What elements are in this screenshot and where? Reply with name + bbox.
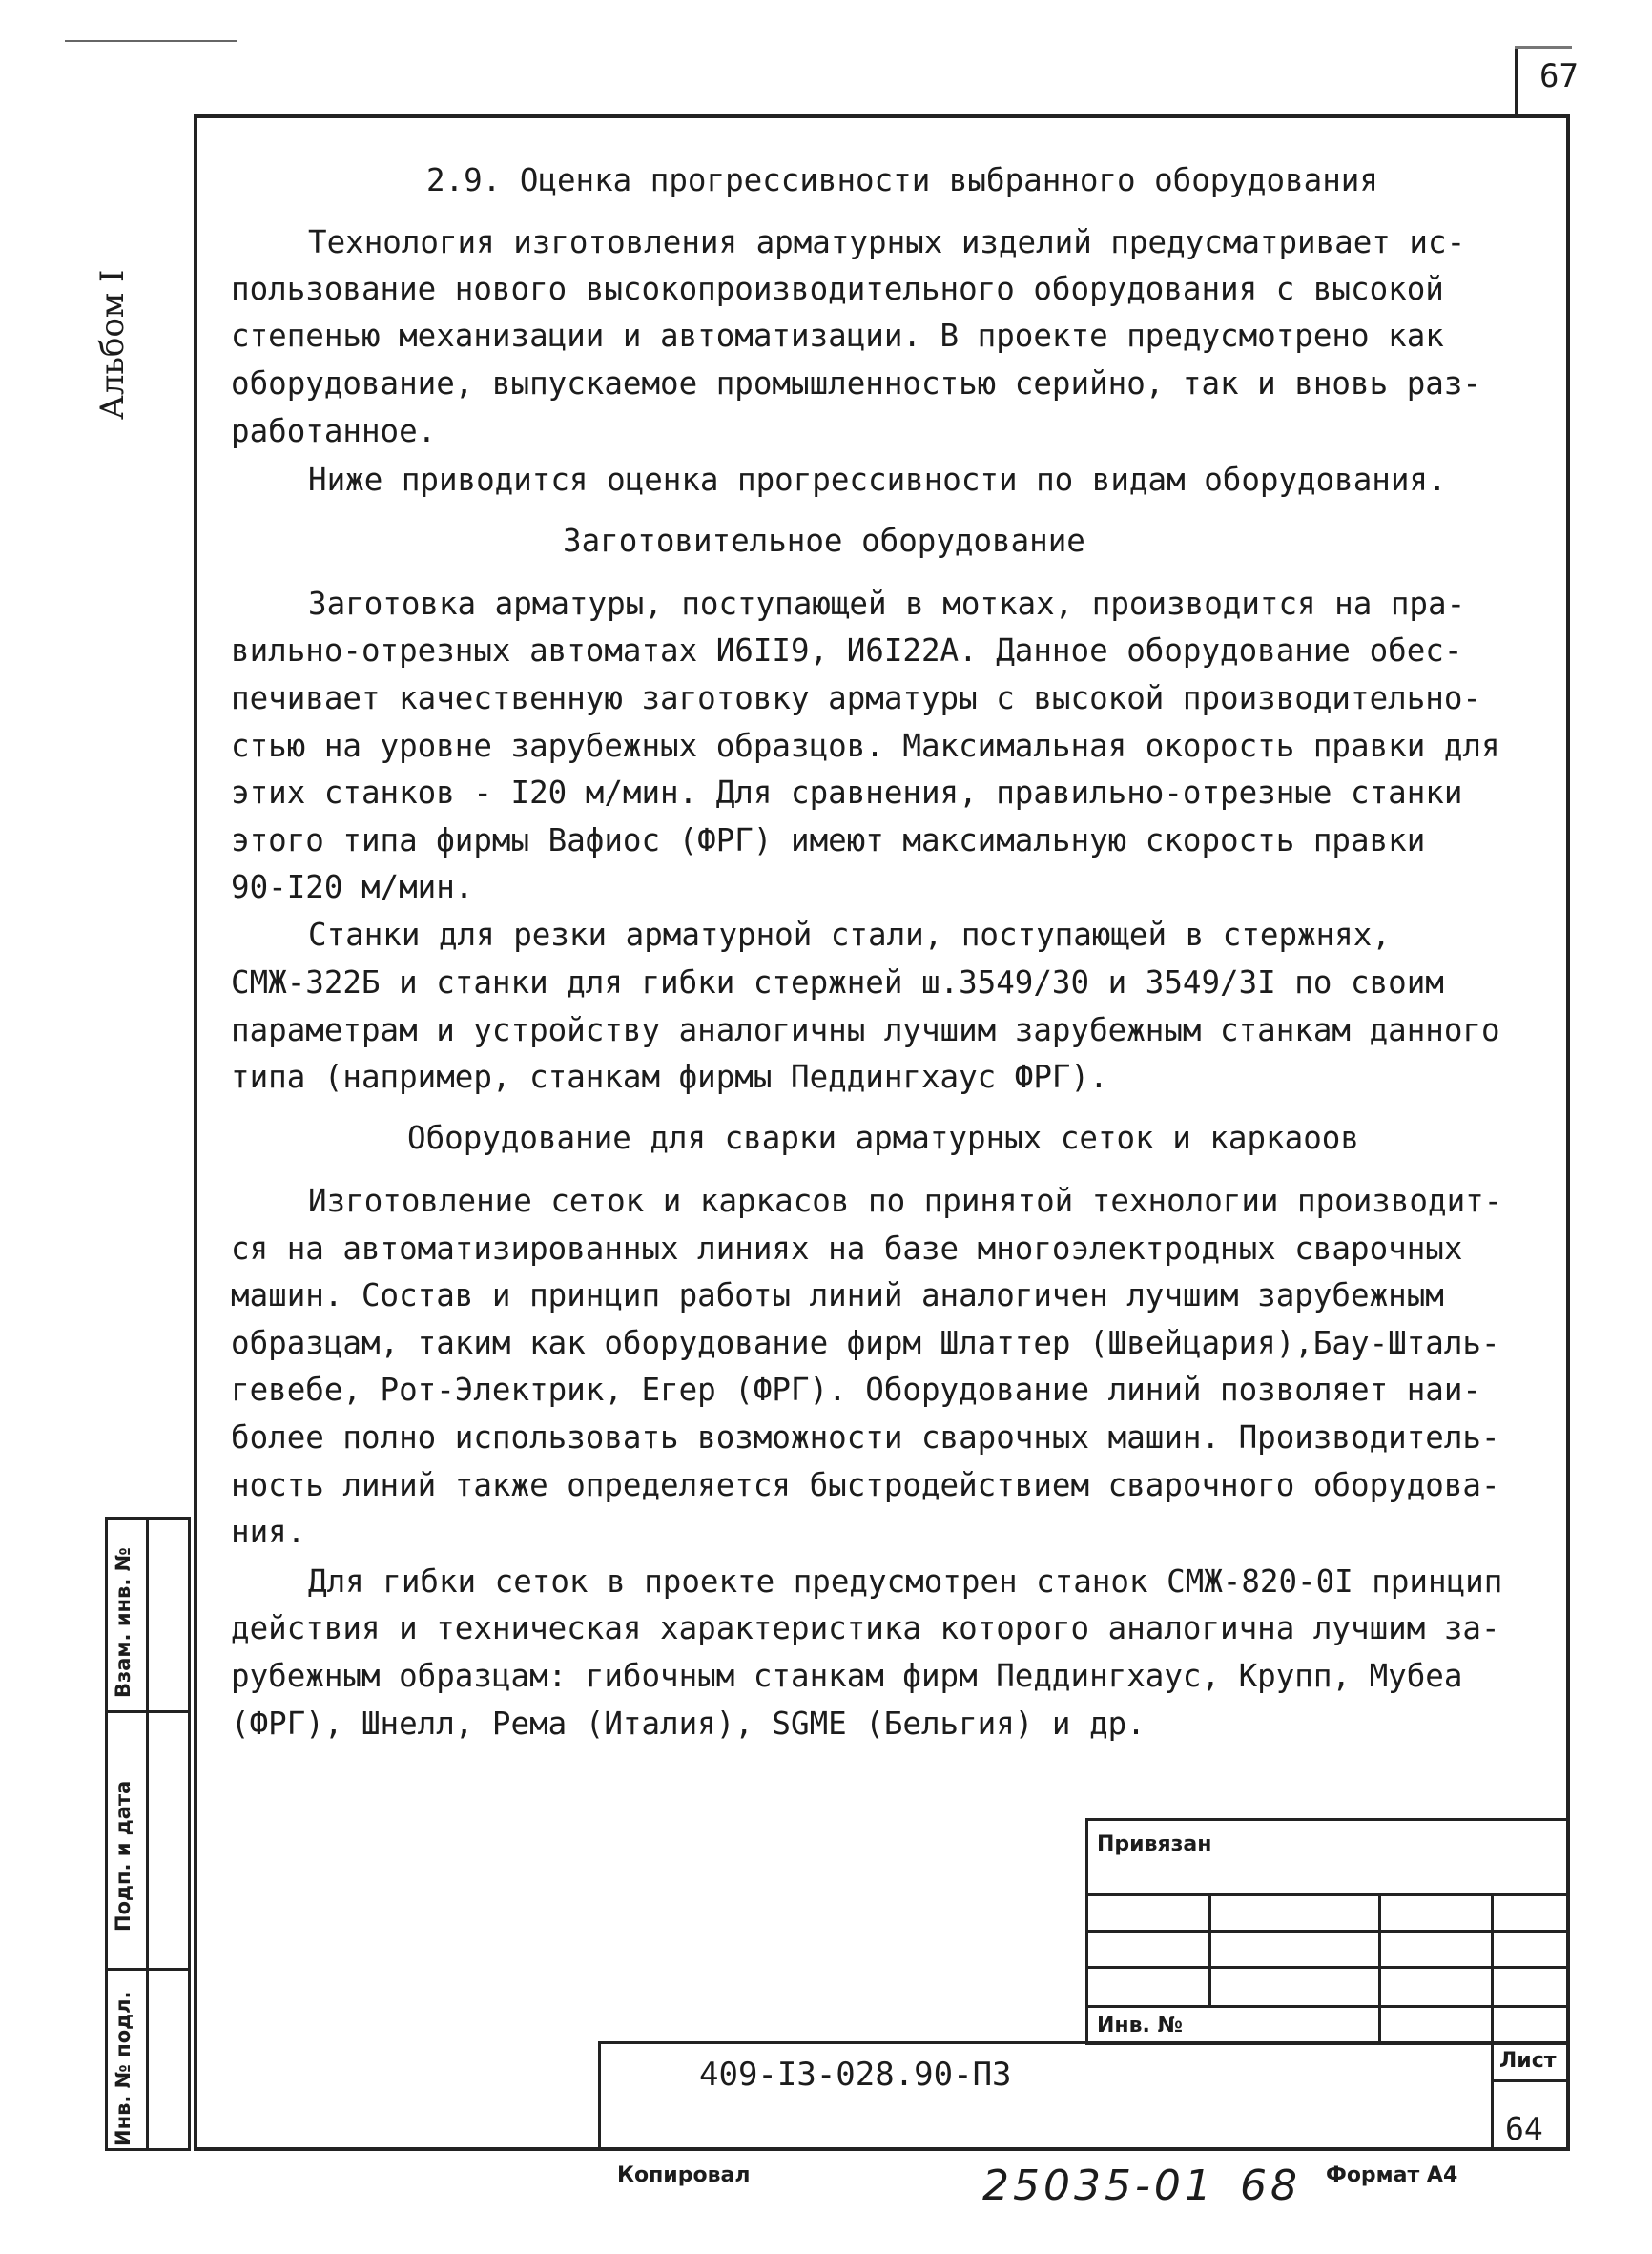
stamp-podp-label: Подп. и дата [112,1780,134,1932]
subsection-heading: Оборудование для сварки арматурных сеток и каркаоов [407,1120,1359,1156]
text-line: этого типа фирмы Вафиос (ФРГ) имеют максимальную скорость правки [231,822,1426,858]
list-label: Лист [1499,2049,1557,2073]
corner-mark [1515,46,1518,118]
text-line: действия и техническая характеристика которого аналогична лучшим за- [231,1610,1500,1646]
stamp-vzam-label: Взам. инв. № [112,1547,134,1698]
text-line: более полно использовать возможности сварочных машин. Производитель- [231,1419,1500,1456]
text-line: вильно-отрезных автоматах И6II9, И6I22А. Данное оборудование обес- [231,632,1463,669]
privyazan-label: Привязан [1097,1832,1212,1856]
handwritten-page: 68 [1240,2161,1301,2210]
text-line: печивает качественную заготовку арматуры с высокой производительно- [231,680,1481,716]
text-line: машин. Состав и принцип работы линий аналогичен лучшим зарубежным [231,1277,1444,1313]
text-line: этих станков - I20 м/мин. Для сравнения, правильно-отрезные станки [231,775,1463,811]
doc-code: 409-I3-028.90-ПЗ [699,2056,1012,2094]
album-label: Альбом I [93,269,132,420]
corner-mark-top [1515,46,1572,49]
text-line: Ниже приводится оценка прогрессивности по видам оборудования. [308,462,1447,498]
inv-no-label: Инв. № [1097,2014,1184,2037]
text-line: стью на уровне зарубежных образцов. Максимальная окорость правки для [231,728,1500,764]
sheet-number: 64 [1505,2110,1543,2147]
text-line: рубежным образцам: гибочным станкам фирм Педдингхаус, Крупп, Мубеа [231,1658,1463,1694]
text-line: СМЖ-322Б и станки для гибки стержней ш.3549/30 и 3549/3I по своим [231,964,1444,1001]
section-heading: 2.9. Оценка прогрессивности выбранного оборудования [426,162,1378,198]
text-line: параметрам и устройству аналогичны лучшим зарубежным станкам данного [231,1012,1500,1048]
text-line: (ФРГ), Шнелл, Рема (Италия), SGME (Бельгия) и др. [231,1706,1146,1742]
text-line: оборудование, выпускаемое промышленностью серийно, так и вновь раз- [231,365,1481,402]
page-number: 67 [1539,57,1579,95]
format-label: Формат А4 [1326,2163,1458,2187]
text-line: работанное. [231,413,437,449]
text-line: образцам, таким как оборудование фирм Шлаттер (Швейцария),Бау-Шталь- [231,1325,1500,1361]
text-line: гевебе, Рот-Электрик, Егер (ФРГ). Оборудование линий позволяет наи- [231,1372,1481,1408]
text-line: степенью механизации и автоматизации. В проекте предусмотрено как [231,318,1444,354]
text-line: ния. [231,1514,306,1550]
text-line: типа (например, станкам фирмы Педдингхаус ФРГ). [231,1059,1108,1095]
scan-artifact [65,40,237,42]
text-line: Заготовка арматуры, поступающей в мотках, производится на пра- [308,586,1466,622]
kopiroval-label: Копировал [617,2163,751,2187]
text-line: пользование нового высокопроизводительного оборудования с высокой [231,271,1444,307]
handwritten-number: 25035-01 [982,2161,1215,2210]
subsection-heading: Заготовительное оборудование [563,523,1085,559]
text-line: ся на автоматизированных линиях на базе многоэлектродных сварочных [231,1230,1463,1267]
text-line: ность линий также определяется быстродействием сварочного оборудова- [231,1467,1500,1503]
text-line: 90-I20 м/мин. [231,869,474,905]
text-line: Станки для резки арматурной стали, поступающей в стержнях, [308,917,1391,953]
stamp-inv-podl-label: Инв. № подл. [112,1991,134,2146]
text-line: Изготовление сеток и каркасов по принятой технологии производит- [308,1183,1503,1219]
text-line: Технология изготовления арматурных изделий предусматривает ис- [308,224,1466,260]
text-line: Для гибки сеток в проекте предусмотрен станок СМЖ-820-0I принцип [308,1563,1503,1600]
